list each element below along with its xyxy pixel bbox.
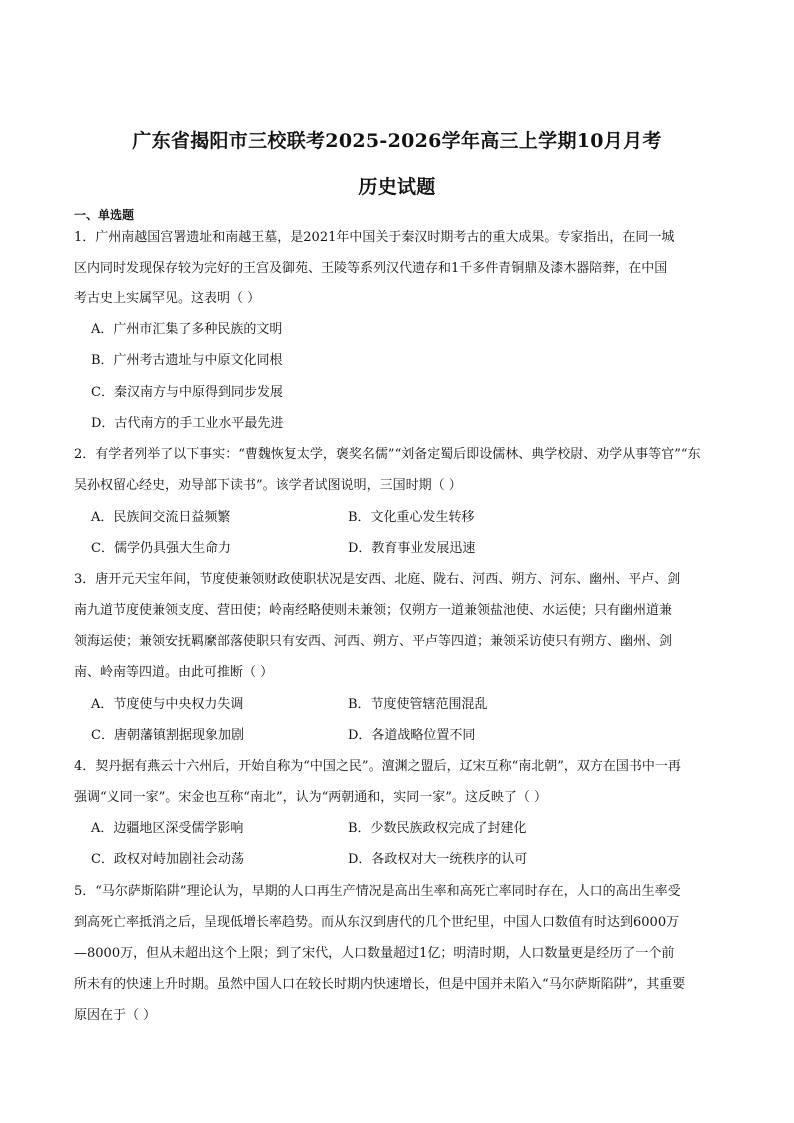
question-5-line-4: 所未有的快速上升时期。虽然中国人口在较长时期内快速增长，但是中国并未陷入“马尔萨斯陷阱”，其重要: [74, 977, 686, 992]
question-1-line-1: 1．广州南越国宫署遗址和南越王墓，是2021年中国关于秦汉时期考古的重大成果。专家指出，在同一城: [74, 230, 675, 245]
question-2-option-c[interactable]: C．儒学仍具强大生命力: [91, 541, 231, 556]
question-4-line-1: 4．契丹据有燕云十六州后，开始自称为“中国之民”。澶渊之盟后，辽宋互称“南北朝”，双方在国书中一再: [74, 759, 681, 774]
question-3-line-4: 南、岭南等四道。由此可推断（ ）: [74, 665, 274, 680]
question-3-option-b[interactable]: B．节度使管辖范围混乱: [348, 697, 488, 712]
question-3-option-d[interactable]: D．各道战略位置不同: [348, 728, 476, 743]
question-5-line-5: 原因在于（ ）: [74, 1008, 157, 1023]
question-3-line-2: 南九道节度使兼领支度、营田使；岭南经略使则未兼领；仅朔方一道兼领盐池使、水运使；只有幽州道兼: [74, 603, 673, 618]
question-5-line-3: —8000万，但从未超出这个上限；到了宋代，人口数量超过1亿；明清时期，人口数量更是经历了一个前: [74, 946, 675, 961]
question-1-option-d[interactable]: D．古代南方的手工业水平最先进: [91, 416, 284, 431]
question-2-option-b[interactable]: B．文化重心发生转移: [348, 510, 475, 525]
question-2-line-1: 2．有学者列举了以下事实：“曹魏恢复太学，褒奖名儒”“刘备定蜀后即设儒林、典学校尉、劝学从事等官”“东: [74, 447, 701, 462]
question-1-option-c[interactable]: C．秦汉南方与中原得到同步发展: [91, 385, 283, 400]
question-5-line-2: 到高死亡率抵消之后，呈现低增长率趋势。而从东汉到唐代的几个世纪里，中国人口数值有时达到6000万: [74, 915, 680, 930]
question-2-option-a[interactable]: A．民族间交流日益频繁: [91, 510, 231, 525]
question-4-option-a[interactable]: A．边疆地区深受儒学影响: [91, 821, 244, 836]
exam-subtitle: 历史试题: [358, 176, 436, 198]
question-1-option-b[interactable]: B．广州考古遗址与中原文化同根: [91, 353, 283, 368]
question-4-option-c[interactable]: C．政权对峙加剧社会动荡: [91, 852, 244, 867]
question-4-option-d[interactable]: D．各政权对大一统秩序的认可: [348, 852, 528, 867]
question-3-line-1: 3．唐开元天宝年间，节度使兼领财政使职状况是安西、北庭、陇右、河西、朔方、河东、幽州、平卢、剑: [74, 572, 681, 587]
question-4-line-2: 强调“义同一家”。宋金也互称“南北”，认为“两朝通和，实同一家”。这反映了（ ）: [74, 790, 548, 805]
question-3-option-c[interactable]: C．唐朝藩镇割据现象加剧: [91, 728, 244, 743]
question-1-option-a[interactable]: A．广州市汇集了多种民族的文明: [91, 322, 283, 337]
question-5-line-1: 5．“马尔萨斯陷阱”理论认为，早期的人口再生产情况是高出生率和高死亡率同时存在，人口的高出生率受: [74, 884, 681, 899]
question-4-option-b[interactable]: B．少数民族政权完成了封建化: [348, 821, 527, 836]
question-2-option-d[interactable]: D．教育事业发展迅速: [348, 541, 476, 556]
question-1-line-2: 区内同时发现保存较为完好的王宫及御苑、王陵等系列汉代遗存和1千多件青铜鼎及漆木器陪葬，在中国: [74, 261, 668, 276]
exam-title: 广东省揭阳市三校联考2025-2026学年高三上学期10月月考: [132, 130, 662, 152]
question-1-line-3: 考古史上实属罕见。这表明（ ）: [74, 291, 261, 306]
question-2-line-2: 吴孙权留心经史，劝导部下读书”。该学者试图说明，三国时期（ ）: [74, 478, 462, 493]
question-3-option-a[interactable]: A．节度使与中央权力失调: [91, 697, 244, 712]
section-heading: 一、单选题: [74, 208, 135, 222]
question-3-line-3: 领海运使；兼领安抚羁縻部落使职只有安西、河西、朔方、平卢等四道；兼领采访使只有朔方、幽州、剑: [74, 634, 673, 649]
